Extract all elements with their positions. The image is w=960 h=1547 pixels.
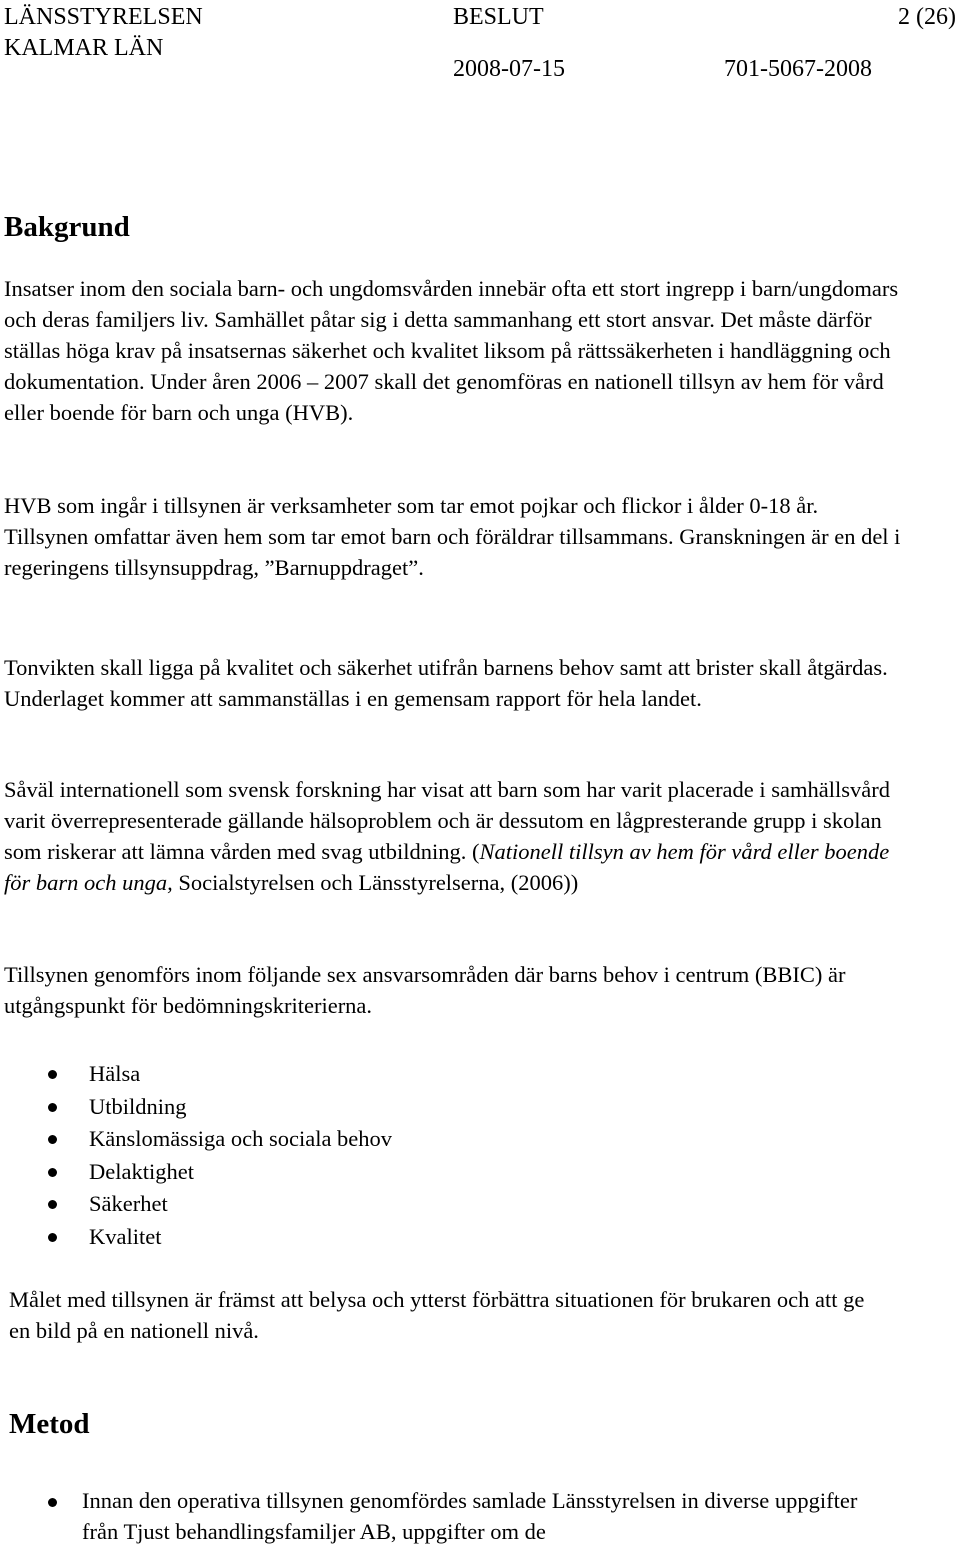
doc-date: 2008-07-15 [453, 56, 565, 82]
citation-source: Socialstyrelsen och Länsstyrelserna, (2006)) [172, 870, 579, 895]
paragraph-areas-intro: Tillsynen genomförs inom följande sex ansvarsområden där barns behov i centrum (BBIC) är utgångspunkt för bedömningskriterierna. [4, 962, 846, 1018]
list-item-label: Hälsa [89, 1061, 141, 1086]
bullet-icon [48, 1135, 57, 1144]
list-item-label: Delaktighet [89, 1158, 194, 1184]
paragraph-focus: Tonvikten skall ligga på kvalitet och säkerhet utifrån barnens behov samt att brister skall åtgärdas. Underlaget kommer att sammanställas i en gemensam rapport för hela landet. [4, 655, 888, 711]
list-item [39, 1091, 392, 1124]
paragraph-hvb-scope: HVB som ingår i tillsynen är verksamheter som tar emot pojkar och flickor i ålder 0-18 år. Tillsynen omfattar även hem som tar emot barn och föräldrar tillsammans. Granskningen är en del i regeringens tillsynsuppdrag, ”Barnuppdraget”. [4, 493, 901, 580]
list-item-label: Säkerhet [89, 1191, 168, 1217]
list-item-label: Innan den operativa tillsynen genomfördes samlade Länsstyrelsen in diverse uppgifter från Tjust behandlingsfamiljer AB, uppgifter om de [82, 1488, 858, 1544]
doc-type: BESLUT [453, 4, 544, 30]
bullet-icon [48, 1168, 57, 1177]
paragraph-goal: Målet med tillsynen är främst att belysa och ytterst förbättra situationen för brukaren och att ge en bild på en nationell nivå. [9, 1287, 865, 1343]
research-text: Såväl internationell som svensk forskning har visat att barn som har varit placerade i samhällsvård varit överrepresenterade gällande hälsoproblem och är dessutom en lågpresterande grupp i skolan som riskerar att lämna vården med svag utbildning. ( [4, 777, 891, 864]
paragraph-research [4, 774, 904, 898]
org-name: LÄNSSTYRELSEN [4, 4, 203, 30]
list-item [39, 1221, 392, 1254]
org-county: KALMAR LÄN [4, 35, 164, 61]
list-item-label: Kvalitet [89, 1223, 162, 1249]
list-item-label: Utbildning [89, 1093, 187, 1119]
list-item [39, 1188, 392, 1221]
list-item-label: Känslomässiga och sociala behov [89, 1126, 393, 1152]
section-heading-metod: Metod [9, 1408, 90, 1440]
page-number: 2 (26) [898, 4, 956, 30]
list-item [39, 1486, 882, 1547]
case-number: 701-5067-2008 [724, 56, 872, 82]
list-item [39, 1058, 392, 1091]
responsibility-areas-list [39, 1058, 392, 1254]
bullet-icon [48, 1233, 57, 1242]
list-item [39, 1123, 392, 1156]
method-list [39, 1486, 882, 1547]
citation-title: Nationell tillsyn av hem för vård eller boende för barn och unga, [4, 839, 890, 895]
list-item [39, 1156, 392, 1189]
bullet-icon [48, 1200, 57, 1209]
section-heading-bakgrund: Bakgrund [4, 211, 130, 243]
bullet-icon [48, 1498, 57, 1507]
bullet-icon [48, 1070, 57, 1079]
bullet-icon [48, 1103, 57, 1112]
paragraph-intro: Insatser inom den sociala barn- och ungdomsvården innebär ofta ett stort ingrepp i barn/ungdomars och deras familjers liv. Samhället påtar sig i detta sammanhang ett stort ansvar. Det måste därför ställas höga krav på insatsernas säkerhet och kvalitet liksom på rättssäkerheten i handläggning och dokumentation. Under åren 2006 – 2007 skall det genomföras en nationell tillsyn av hem för vård eller boende för barn och unga (HVB). [4, 276, 899, 425]
